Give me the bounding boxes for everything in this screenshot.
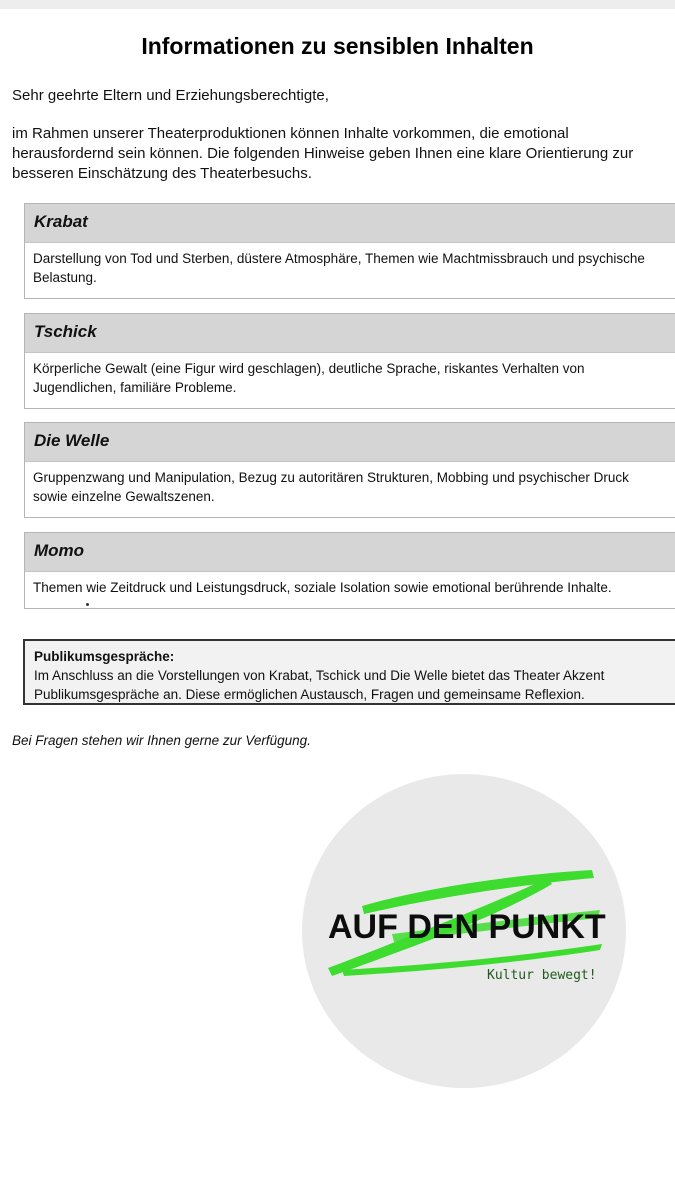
top-bar [0,0,675,9]
play-box-die-welle [24,422,675,518]
logo [302,774,626,1088]
play-title: Momo [25,533,675,572]
play-warning: Darstellung von Tod und Sterben, düstere Atmosphäre, Themen wie Machtmissbrauch und psychische Belastung. [33,251,645,285]
page-title: Informationen zu sensiblen Inhalten [141,33,534,59]
greeting: Sehr geehrte Eltern und Erziehungsberechtigte, [12,87,329,104]
audience-talks-note [23,639,675,705]
play-title: Krabat [25,204,675,243]
logo-name: AUF DEN PUNKT [328,908,606,946]
play-box-momo [24,532,675,609]
play-box-krabat [24,203,675,299]
stray-dot [86,603,89,606]
play-box-tschick [24,313,675,409]
logo-tagline: Kultur bewegt! [487,968,597,983]
intro-paragraph: im Rahmen unserer Theaterproduktionen können Inhalte vorkommen, die emotional herausfordernd sein können. Die folgenden Hinweise geben Ihnen eine klare Orientierung zur besseren Einschätzung des Theaterbesuchs. [12,125,634,182]
closing-line: Bei Fragen stehen wir Ihnen gerne zur Verfügung. [12,733,311,748]
play-title: Die Welle [25,423,675,462]
play-warning: Themen wie Zeitdruck und Leistungsdruck, soziale Isolation sowie emotional berührende Inhalte. [33,580,612,595]
play-warning: Körperliche Gewalt (eine Figur wird geschlagen), deutliche Sprache, riskantes Verhalten von Jugendlichen, familiäre Probleme. [33,361,585,395]
note-title: Publikumsgespräche: [34,649,175,664]
play-title: Tschick [25,314,675,353]
play-warning: Gruppenzwang und Manipulation, Bezug zu autoritären Strukturen, Mobbing und psychischer Druck sowie einzelne Gewaltszenen. [33,470,629,504]
note-text: Im Anschluss an die Vorstellungen von Krabat, Tschick und Die Welle bietet das Theater Akzent Publikumsgespräche an. Diese ermöglichen Austausch, Fragen und gemeinsame Reflexion. [34,668,605,702]
